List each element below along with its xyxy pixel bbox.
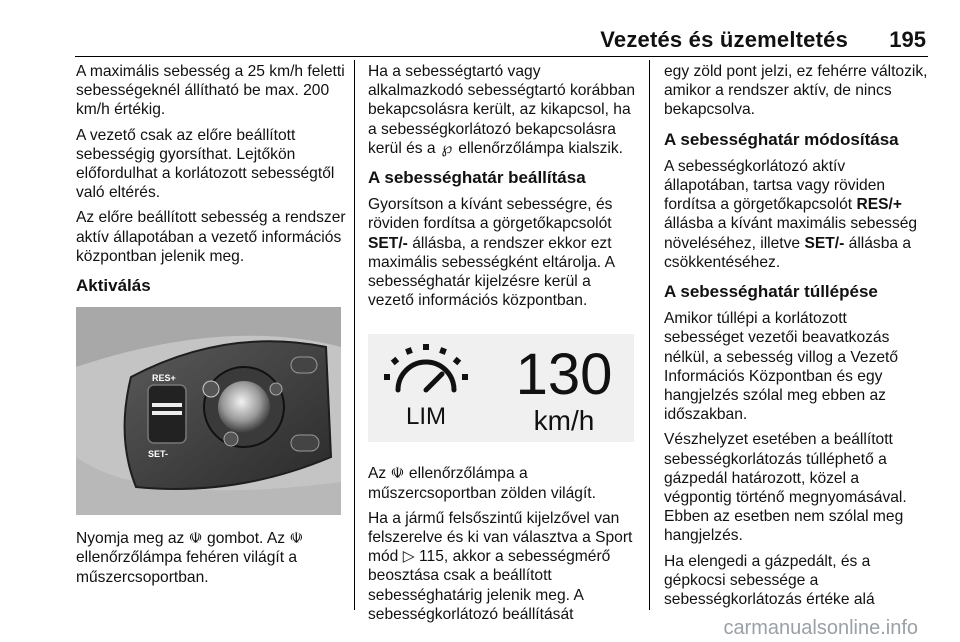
speed-value: 130	[515, 342, 613, 408]
set-label: SET-	[148, 449, 169, 460]
page-reference-arrow-icon[interactable]: ▷	[402, 548, 415, 566]
set-label-bold: SET/-	[804, 234, 845, 252]
column-1	[76, 62, 348, 593]
text-run: ellenőrzőlámpa fehéren világít a műszercsoportban.	[76, 549, 298, 586]
paragraph	[664, 157, 930, 272]
paragraph	[76, 529, 348, 587]
paragraph: Vészhelyzet esetében a beállított sebességkorlátozás túlléphető a gázpedál határozott, közel a végpontig történő megnyomásával. Ebben az esetben nem szólal meg hangjelzés.	[664, 431, 907, 545]
section-title: Vezetés és üzemeltetés	[600, 27, 848, 52]
column-divider-2	[649, 60, 650, 610]
heading-modify-limit: A sebességhatár módosítása	[664, 129, 899, 149]
lim-label: LIM	[405, 403, 447, 431]
speed-limiter-icon: ☫	[390, 465, 405, 483]
steering-wheel-illustration	[76, 307, 341, 515]
cruise-control-icon: ℘	[441, 139, 453, 157]
paragraph: Ha elengedi a gázpedált, és a gépkocsi sebessége a sebességkorlátozás értéke alá	[664, 552, 875, 609]
heading-exceed-limit: A sebességhatár túllépése	[664, 282, 878, 302]
watermark: carmanualsonline.info	[723, 617, 918, 639]
paragraph: Amikor túllépi a korlátozott sebességet vezetői beavatkozás nélkül, a sebesség villog a Vezető Információs Központban és egy hangjelzés szólal meg ebben az időszakban.	[664, 310, 899, 424]
text-run: Az	[368, 465, 387, 483]
column-divider-1	[354, 60, 355, 610]
paragraph: egy zöld pont jelzi, ez fehérre változik, amikor a rendszer aktív, de nincs bekapcsolva.	[664, 63, 928, 119]
header-divider	[75, 56, 928, 57]
text-run: gombot. Az	[207, 530, 286, 548]
paragraph	[368, 62, 640, 158]
text-run: , akkor a sebességmérő beosztása csak a beállított sebességhatárig jelenik meg. A sebességkorlátozó beállítását	[368, 548, 611, 623]
res-label-bold: RES/+	[856, 196, 902, 214]
text-run: ellenőrzőlámpa kialszik.	[458, 139, 623, 157]
text-run: Nyomja meg az	[76, 530, 185, 548]
heading-activation: Aktiválás	[76, 276, 151, 296]
text-run: Gyorsítson a kívánt sebességre, és röviden fordítsa a görgetőkapcsolót	[368, 196, 613, 233]
page-reference[interactable]: 115	[419, 548, 444, 566]
paragraph: A vezető csak az előre beállított sebességig gyorsíthat. Lejtőkön előfordulhat a korlátozott sebességtől való eltérés.	[76, 126, 335, 202]
text-run: ellenőrzőlámpa a műszercsoportban zölden világít.	[368, 465, 596, 502]
speed-limit-display	[368, 334, 634, 442]
heading-set-limit: A sebességhatár beállítása	[368, 168, 586, 188]
speed-limit-display-image	[368, 334, 634, 442]
paragraph	[368, 195, 640, 310]
paragraph	[368, 509, 640, 624]
speed-unit: km/h	[533, 405, 595, 437]
text-run: Ha a jármű felsőszintű kijelzővel van felszerelve és ki van választva a Sport mód	[368, 509, 633, 566]
steering-wheel-controls-image	[76, 307, 341, 515]
speed-limiter-icon: ☫	[289, 530, 304, 548]
text-run: Ha a sebességtartó vagy alkalmazkodó sebességtartó korábban bekapcsolásra került, az kikapcsol, ha a sebességkorlátozó bekapcsolásra kerül és a	[368, 63, 635, 157]
paragraph: Az előre beállított sebesség a rendszer aktív állapotában a vezető információs központban jelenik meg.	[76, 209, 346, 265]
text-run: A sebességkorlátozó aktív állapotában, tartsa vagy röviden fordítsa a görgetőkapcsolót	[664, 157, 886, 214]
text-run: állásba, a rendszer ekkor ezt maximális sebességként eltárolja. A sebességhatár kijelzésre kerül a vezető információs központban.	[368, 234, 615, 310]
page-number: 195	[889, 27, 926, 52]
column-2	[368, 62, 640, 630]
paragraph: A maximális sebesség a 25 km/h feletti sebességeknél állítható be max. 200 km/h értékig.	[76, 63, 345, 119]
text-run: állásba a csökkentéséhez.	[664, 234, 912, 271]
column-3	[664, 62, 930, 615]
speed-limiter-icon: ☫	[188, 530, 203, 548]
res-label: RES+	[152, 373, 176, 384]
set-label-bold: SET/-	[368, 234, 408, 252]
text-run: állásba a kívánt maximális sebesség növeléséhez, illetve	[664, 215, 918, 252]
paragraph	[368, 464, 640, 502]
page-header	[0, 0, 960, 58]
